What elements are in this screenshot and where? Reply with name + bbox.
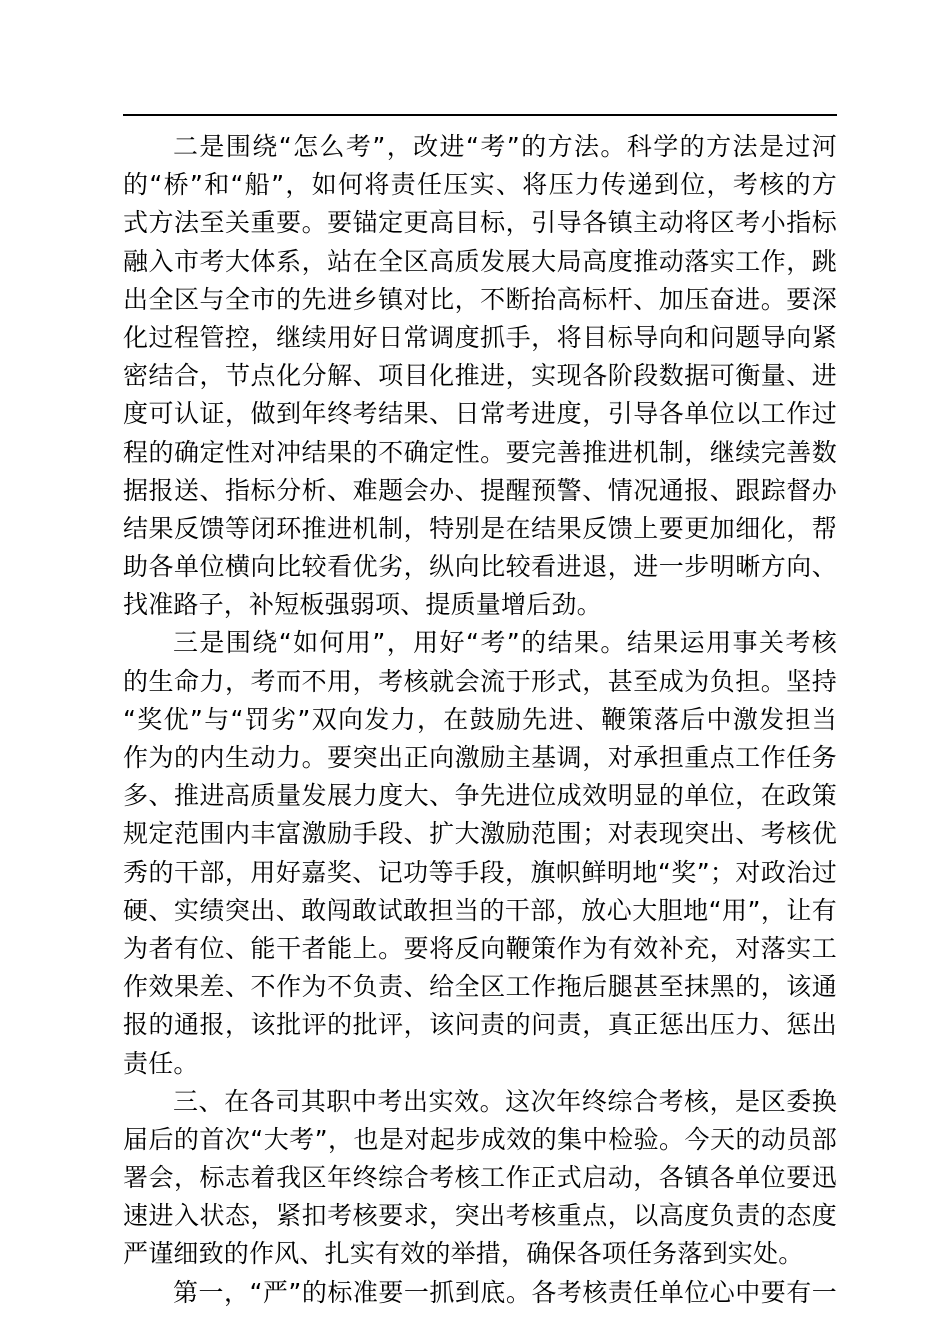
text-line: “奖优”与“罚劣”双向发力，在鼓励先进、鞭策落后中激发担当 — [123, 704, 837, 734]
text-line: 责任。 — [123, 1048, 199, 1078]
text-line: 多、推进高质量发展力度大、争先进位成效明显的单位，在政策 — [123, 781, 837, 811]
text-line: 式方法至关重要。要锚定更高目标，引导各镇主动将区考小指标 — [123, 208, 837, 238]
text-line: 作效果差、不作为不负责、给全区工作拖后腿甚至抹黑的，该通 — [123, 972, 837, 1002]
text-line: 出全区与全市的先进乡镇对比，不断抬高标杆、加压奋进。要深 — [123, 284, 837, 314]
text-line: 秀的干部，用好嘉奖、记功等手段，旗帜鲜明地“奖”；对政治过 — [123, 857, 837, 887]
text-line: 二是围绕“怎么考”，改进“考”的方法。科学的方法是过河 — [173, 132, 837, 161]
text-line: 结果反馈等闭环推进机制，特别是在结果反馈上要更加细化，帮 — [123, 513, 837, 543]
text-line: 的“桥”和“船”，如何将责任压实、将压力传递到位，考核的方 — [123, 170, 837, 200]
text-line: 程的确定性对冲结果的不确定性。要完善推进机制，继续完善数 — [123, 437, 837, 467]
text-line: 署会，标志着我区年终综合考核工作正式启动，各镇各单位要迅 — [123, 1163, 837, 1193]
text-line: 的生命力，考而不用，考核就会流于形式，甚至成为负担。坚持 — [123, 666, 837, 696]
text-line: 为者有位、能干者能上。要将反向鞭策作为有效补充，对落实工 — [123, 933, 837, 963]
text-line: 速进入状态，紧扣考核要求，突出考核重点，以高度负责的态度 — [123, 1201, 837, 1231]
text-line: 届后的首次“大考”，也是对起步成效的集中检验。今天的动员部 — [123, 1124, 837, 1154]
text-line: 融入市考大体系，站在全区高质发展大局高度推动落实工作，跳 — [123, 246, 837, 276]
text-line: 作为的内生动力。要突出正向激励主基调，对承担重点工作任务 — [123, 743, 837, 772]
text-line: 第一，“严”的标准要一抓到底。各考核责任单位心中要有一 — [173, 1277, 837, 1307]
body-text — [123, 128, 837, 1312]
text-line: 报的通报，该批评的批评，该问责的问责，真正惩出压力、惩出 — [123, 1010, 837, 1040]
text-line: 规定范围内丰富激励手段、扩大激励范围；对表现突出、考核优 — [123, 819, 837, 849]
text-line: 密结合，节点化分解、项目化推进，实现各阶段数据可衡量、进 — [123, 361, 837, 391]
text-line: 助各单位横向比较看优劣，纵向比较看进退，进一步明晰方向、 — [123, 552, 837, 582]
header-rule — [123, 114, 837, 116]
text-line: 硬、实绩突出、敢闯敢试敢担当的干部，放心大胆地“用”，让有 — [123, 895, 837, 925]
text-line: 化过程管控，继续用好日常调度抓手，将目标导向和问题导向紧 — [123, 322, 837, 352]
text-line: 度可认证，做到年终考结果、日常考进度，引导各单位以工作过 — [123, 399, 837, 429]
text-line: 找准路子，补短板强弱项、提质量增后劲。 — [123, 590, 602, 620]
text-line: 严谨细致的作风、扎实有效的举措，确保各项任务落到实处。 — [123, 1239, 804, 1269]
text-line: 三、在各司其职中考出实效。这次年终综合考核，是区委换 — [173, 1086, 837, 1116]
text-line: 据报送、指标分析、难题会办、提醒预警、情况通报、跟踪督办 — [123, 475, 837, 505]
text-line: 三是围绕“如何用”，用好“考”的结果。结果运用事关考核 — [173, 628, 837, 658]
